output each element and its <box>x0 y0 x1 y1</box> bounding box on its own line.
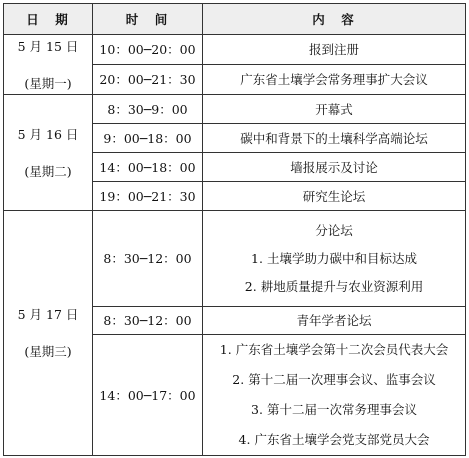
weekday-label: (星期一) <box>24 75 72 91</box>
header-content: 内 容 <box>203 4 466 35</box>
forum-title: 分论坛 <box>315 222 353 238</box>
time-cell: 14：00─18：00 <box>93 153 203 182</box>
content-cell: 碳中和背景下的土壤科学高端论坛 <box>203 124 466 153</box>
content-cell: 研究生论坛 <box>203 182 466 211</box>
time-cell: 19：00─21：30 <box>93 182 203 211</box>
content-cell-forum <box>203 211 466 307</box>
forum-item: 2. 耕地质量提升与农业资源利用 <box>244 278 424 294</box>
meeting-item: 3. 第十二届一次常务理事会议 <box>251 402 417 417</box>
content-cell-meetings <box>203 335 466 456</box>
content-cell: 广东省土壤学会常务理事扩大会议 <box>203 65 466 95</box>
date-cell-day1 <box>4 35 93 95</box>
time-cell: 9：00─18：00 <box>93 124 203 153</box>
time-cell: 20：00─21：30 <box>93 65 203 95</box>
date-label: 5 月 17 日 <box>17 307 79 322</box>
header-row <box>4 4 466 35</box>
time-cell: 8：30─12：00 <box>93 211 203 307</box>
date-label: 5 月 16 日 <box>17 126 79 142</box>
meeting-item: 4. 广东省土壤学会党支部党员大会 <box>238 432 430 447</box>
table-row <box>4 95 466 124</box>
time-cell: 8：30─12：00 <box>93 307 203 335</box>
schedule-table <box>3 3 466 456</box>
content-cell: 开幕式 <box>203 95 466 124</box>
header-date: 日 期 <box>4 4 93 35</box>
content-cell: 报到注册 <box>203 35 466 65</box>
table-row <box>4 211 466 307</box>
content-cell: 墙报展示及讨论 <box>203 153 466 182</box>
table-row <box>4 35 466 65</box>
date-cell-day2 <box>4 95 93 211</box>
weekday-label: (星期三) <box>24 344 72 359</box>
date-cell-day3 <box>4 211 93 456</box>
meeting-item: 1. 广东省土壤学会第十二次会员代表大会 <box>219 342 449 357</box>
time-cell: 14：00─17：00 <box>93 335 203 456</box>
meeting-item: 2. 第十二届一次理事会议、监事会议 <box>232 372 436 387</box>
weekday-label: (星期二) <box>24 163 72 179</box>
time-cell: 10：00─20：00 <box>93 35 203 65</box>
time-cell: 8：30─9：00 <box>93 95 203 124</box>
date-label: 5 月 15 日 <box>17 38 79 54</box>
header-time: 时 间 <box>93 4 203 35</box>
content-cell: 青年学者论坛 <box>203 307 466 335</box>
forum-item: 1. 土壤学助力碳中和目标达成 <box>251 250 417 266</box>
